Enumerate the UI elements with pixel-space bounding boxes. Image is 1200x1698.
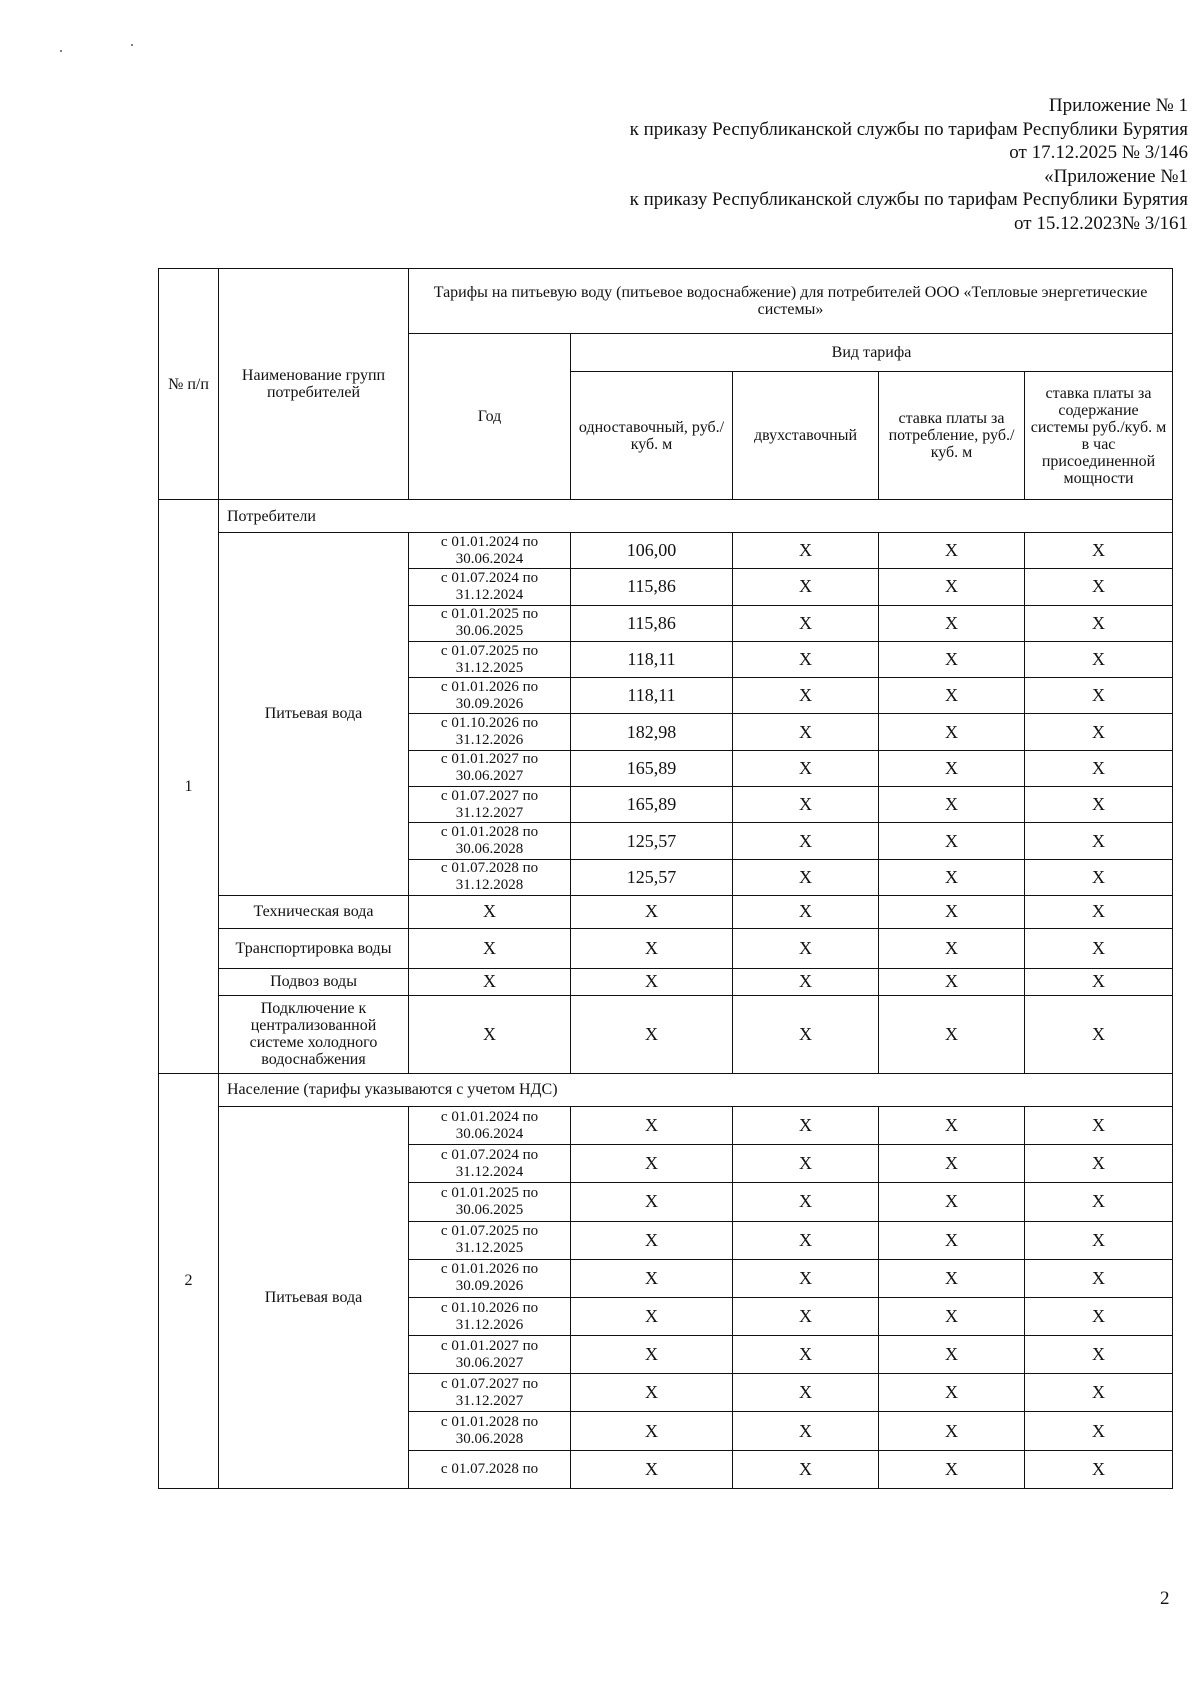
not-applicable-mark: X — [733, 1221, 879, 1259]
not-applicable-mark: X — [1025, 1450, 1173, 1488]
not-applicable-mark: X — [733, 605, 879, 641]
not-applicable-mark: X — [1025, 714, 1173, 750]
not-applicable-mark: X — [1025, 641, 1173, 677]
not-applicable-mark: X — [733, 533, 879, 569]
column-header-group: Наименование групп потребителей — [219, 269, 409, 500]
period-cell: с 01.07.2028 по — [409, 1450, 571, 1488]
not-applicable-mark: X — [571, 995, 733, 1073]
not-applicable-mark: X — [733, 1412, 879, 1450]
table-row — [159, 533, 1173, 569]
column-header-consumption-rate: ставка платы за потребление, руб./ куб. м — [879, 372, 1025, 500]
section-title: Потребители — [219, 500, 1173, 533]
period-cell: с 01.01.2027 по 30.06.2027 — [409, 1336, 571, 1374]
not-applicable-mark: X — [409, 928, 571, 968]
not-applicable-mark: X — [733, 1259, 879, 1297]
header-line: от 15.12.2023№ 3/161 — [1014, 212, 1188, 234]
not-applicable-mark: X — [879, 928, 1025, 968]
period-cell: с 01.01.2024 по 30.06.2024 — [409, 1106, 571, 1144]
not-applicable-mark: X — [1025, 678, 1173, 714]
not-applicable-mark: X — [1025, 533, 1173, 569]
document-header — [630, 94, 1188, 235]
header-line: к приказу Республиканской службы по тарифам Республики Бурятия — [629, 189, 1188, 210]
not-applicable-mark: X — [733, 895, 879, 928]
not-applicable-mark: X — [733, 569, 879, 605]
table-row — [159, 928, 1173, 968]
period-cell: с 01.07.2027 по 31.12.2027 — [409, 1374, 571, 1412]
not-applicable-mark: X — [879, 995, 1025, 1073]
not-applicable-mark: X — [733, 1106, 879, 1144]
not-applicable-mark: X — [733, 1145, 879, 1183]
period-cell: с 01.01.2026 по 30.09.2026 — [409, 1259, 571, 1297]
drinking-water-label: Питьевая вода — [219, 1106, 409, 1488]
not-applicable-mark: X — [733, 1336, 879, 1374]
not-applicable-mark: X — [879, 1412, 1025, 1450]
not-applicable-mark: X — [1025, 1183, 1173, 1221]
period-cell: с 01.01.2028 по 30.06.2028 — [409, 823, 571, 859]
column-header-maintenance-rate: ставка платы за содержание системы руб./куб. м в час присоединенной мощности — [1025, 372, 1173, 500]
not-applicable-mark: X — [1025, 995, 1173, 1073]
column-header-number: № п/п — [159, 269, 219, 500]
page-number: 2 — [1160, 1588, 1170, 1609]
not-applicable-mark: X — [879, 1374, 1025, 1412]
period-cell: с 01.10.2026 по 31.12.2026 — [409, 1297, 571, 1335]
not-applicable-mark: X — [879, 1145, 1025, 1183]
not-applicable-mark: X — [1025, 750, 1173, 786]
header-line: «Приложение №1 — [1044, 165, 1188, 187]
not-applicable-mark: X — [733, 750, 879, 786]
not-applicable-mark: X — [733, 1450, 879, 1488]
not-applicable-mark: X — [571, 1106, 733, 1144]
not-applicable-mark: X — [879, 1183, 1025, 1221]
not-applicable-mark: X — [571, 928, 733, 968]
period-cell: с 01.10.2026 по 31.12.2026 — [409, 714, 571, 750]
period-cell: с 01.07.2028 по 31.12.2028 — [409, 859, 571, 895]
period-cell: с 01.07.2024 по 31.12.2024 — [409, 1145, 571, 1183]
not-applicable-mark: X — [879, 968, 1025, 995]
not-applicable-mark: X — [409, 995, 571, 1073]
table-row — [159, 995, 1173, 1073]
tariff-value: 125,57 — [571, 859, 733, 895]
not-applicable-mark: X — [571, 1297, 733, 1335]
not-applicable-mark: X — [733, 968, 879, 995]
not-applicable-mark: X — [1025, 1106, 1173, 1144]
period-cell: с 01.01.2026 по 30.09.2026 — [409, 678, 571, 714]
not-applicable-mark: X — [571, 1221, 733, 1259]
not-applicable-mark: X — [879, 605, 1025, 641]
section-title-row — [159, 1073, 1173, 1106]
not-applicable-mark: X — [733, 928, 879, 968]
not-applicable-mark: X — [1025, 1336, 1173, 1374]
not-applicable-mark: X — [879, 533, 1025, 569]
not-applicable-mark: X — [733, 1374, 879, 1412]
header-line: Приложение № 1 — [1048, 95, 1188, 116]
consumer-group-name: Транспортировка воды — [219, 928, 409, 968]
period-cell: с 01.07.2025 по 31.12.2025 — [409, 1221, 571, 1259]
tariff-value: 165,89 — [571, 787, 733, 823]
not-applicable-mark: X — [733, 641, 879, 677]
tariff-value: 125,57 — [571, 823, 733, 859]
table-title: Тарифы на питьевую воду (питьевое водоснабжение) для потребителей ООО «Тепловые энергетические системы» — [409, 269, 1173, 334]
not-applicable-mark: X — [879, 1297, 1025, 1335]
period-cell: с 01.07.2027 по 31.12.2027 — [409, 787, 571, 823]
not-applicable-mark: X — [571, 1183, 733, 1221]
tariff-type-header: Вид тарифа — [571, 334, 1173, 372]
not-applicable-mark: X — [571, 1374, 733, 1412]
not-applicable-mark: X — [1025, 569, 1173, 605]
not-applicable-mark: X — [733, 678, 879, 714]
not-applicable-mark: X — [879, 787, 1025, 823]
table-row — [159, 968, 1173, 995]
consumer-group-name: Техническая вода — [219, 895, 409, 928]
tariff-value: 106,00 — [571, 533, 733, 569]
column-header-year: Год — [409, 334, 571, 500]
not-applicable-mark: X — [1025, 968, 1173, 995]
not-applicable-mark: X — [733, 995, 879, 1073]
period-cell: с 01.01.2025 по 30.06.2025 — [409, 605, 571, 641]
not-applicable-mark: X — [1025, 1145, 1173, 1183]
not-applicable-mark: X — [879, 895, 1025, 928]
period-cell: с 01.01.2025 по 30.06.2025 — [409, 1183, 571, 1221]
consumer-group-name: Подключение к централизованной системе холодного водоснабжения — [219, 995, 409, 1073]
period-cell: с 01.01.2028 по 30.06.2028 — [409, 1412, 571, 1450]
not-applicable-mark: X — [879, 823, 1025, 859]
not-applicable-mark: X — [733, 823, 879, 859]
period-cell: с 01.07.2025 по 31.12.2025 — [409, 641, 571, 677]
scan-speck — [60, 50, 62, 52]
not-applicable-mark: X — [879, 1221, 1025, 1259]
not-applicable-mark: X — [1025, 787, 1173, 823]
not-applicable-mark: X — [733, 787, 879, 823]
not-applicable-mark: X — [879, 678, 1025, 714]
scan-speck — [131, 44, 133, 46]
not-applicable-mark: X — [879, 1259, 1025, 1297]
consumer-group-name: Подвоз воды — [219, 968, 409, 995]
not-applicable-mark: X — [571, 1412, 733, 1450]
not-applicable-mark: X — [733, 1183, 879, 1221]
period-cell: с 01.01.2024 по 30.06.2024 — [409, 533, 571, 569]
table-row — [159, 895, 1173, 928]
not-applicable-mark: X — [879, 714, 1025, 750]
section-title: Население (тарифы указываются с учетом НДС) — [219, 1073, 1173, 1106]
not-applicable-mark: X — [1025, 1221, 1173, 1259]
not-applicable-mark: X — [1025, 1374, 1173, 1412]
not-applicable-mark: X — [733, 714, 879, 750]
not-applicable-mark: X — [409, 895, 571, 928]
not-applicable-mark: X — [879, 569, 1025, 605]
header-line: к приказу Республиканской службы по тарифам Республики Бурятия — [629, 118, 1188, 140]
section-number: 2 — [159, 1073, 219, 1488]
not-applicable-mark: X — [571, 1259, 733, 1297]
not-applicable-mark: X — [409, 968, 571, 995]
not-applicable-mark: X — [571, 895, 733, 928]
not-applicable-mark: X — [1025, 928, 1173, 968]
not-applicable-mark: X — [1025, 605, 1173, 641]
not-applicable-mark: X — [879, 1336, 1025, 1374]
not-applicable-mark: X — [571, 1336, 733, 1374]
not-applicable-mark: X — [1025, 895, 1173, 928]
table-row — [159, 1106, 1173, 1144]
not-applicable-mark: X — [1025, 1297, 1173, 1335]
not-applicable-mark: X — [879, 1450, 1025, 1488]
not-applicable-mark: X — [733, 859, 879, 895]
tariff-table — [158, 268, 1173, 1489]
column-header-single-rate: одноставочный, руб./ куб. м — [571, 372, 733, 500]
not-applicable-mark: X — [879, 1106, 1025, 1144]
drinking-water-label: Питьевая вода — [219, 533, 409, 896]
section-number: 1 — [159, 500, 219, 1074]
section-title-row — [159, 500, 1173, 533]
not-applicable-mark: X — [571, 1145, 733, 1183]
period-cell: с 01.07.2024 по 31.12.2024 — [409, 569, 571, 605]
not-applicable-mark: X — [879, 641, 1025, 677]
not-applicable-mark: X — [733, 1297, 879, 1335]
not-applicable-mark: X — [1025, 823, 1173, 859]
period-cell: с 01.01.2027 по 30.06.2027 — [409, 750, 571, 786]
not-applicable-mark: X — [1025, 1412, 1173, 1450]
tariff-value: 165,89 — [571, 750, 733, 786]
tariff-value: 115,86 — [571, 605, 733, 641]
tariff-value: 118,11 — [571, 641, 733, 677]
not-applicable-mark: X — [1025, 1259, 1173, 1297]
tariff-value: 182,98 — [571, 714, 733, 750]
header-line: от 17.12.2025 № 3/146 — [1009, 142, 1188, 163]
not-applicable-mark: X — [879, 859, 1025, 895]
not-applicable-mark: X — [1025, 859, 1173, 895]
tariff-value: 118,11 — [571, 678, 733, 714]
not-applicable-mark: X — [571, 968, 733, 995]
tariff-value: 115,86 — [571, 569, 733, 605]
not-applicable-mark: X — [571, 1450, 733, 1488]
column-header-two-rate: двухставочный — [733, 372, 879, 500]
not-applicable-mark: X — [879, 750, 1025, 786]
